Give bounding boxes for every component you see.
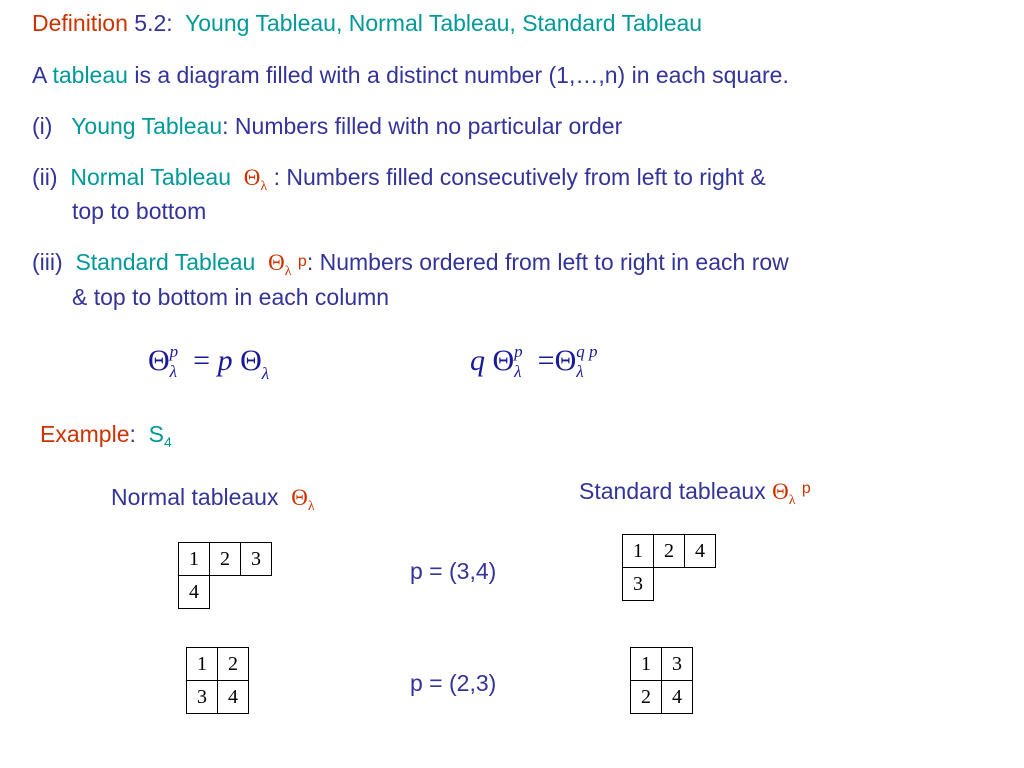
tableau-cell: 2 [654,535,685,568]
item-standard-cont: & top to bottom in each column [72,284,390,310]
normal-tableaux-label: Normal tableaux $\Theta_\lambda$ [111,484,315,514]
tableau-cell: 2 [218,648,249,681]
tableau-cell: 3 [187,681,218,714]
tableau-empty [654,568,685,601]
group-symbol: $S_4$ [148,421,172,450]
tableau-empty [210,576,241,609]
tableau-standard-2 [630,647,693,714]
tableau-empty [685,568,716,601]
tableau-cell: 3 [662,648,693,681]
item-young [32,112,622,140]
item-marker: (ii) [32,164,58,190]
item-term: Young Tableau [71,113,223,139]
formula-left: Θ p λ = p $\Theta_\lambda$ [148,342,270,383]
definition-title: Young Tableau, Normal Tableau, Standard Tableau [185,10,703,36]
superscript-p: p [801,480,811,497]
example-colon: : [129,421,136,447]
intro-text: is a diagram filled with a distinct number (1,…,n) in each square. [134,62,789,88]
tableau-cell: 1 [623,535,654,568]
item-marker: (iii) [32,249,63,275]
tableau-cell: 3 [623,568,654,601]
tableau-empty [241,576,272,609]
formula-right: q Θ p λ =Θ q p λ [470,342,598,382]
item-text: : Numbers filled consecutively from left to right & [273,164,766,190]
item-normal-cont: top to bottom [72,198,207,224]
definition-number: 5.2: [134,10,173,36]
intro-prefix: A [32,62,47,88]
item-marker: (i) [32,113,53,139]
tableau-cell: 1 [187,648,218,681]
superscript-p: p [297,253,307,270]
theta-lambda-symbol: $\Theta_\lambda$ [772,479,796,508]
item-text: : Numbers ordered from left to right in each row [306,249,789,275]
tableau-cell: 3 [241,543,272,576]
tableau-cell: 4 [685,535,716,568]
tableau-cell: 4 [179,576,210,609]
definition-label: Definition [32,10,128,36]
item-text: : Numbers filled with no particular order [222,113,623,139]
tableau-cell: 1 [631,648,662,681]
tableau-cell: 1 [179,543,210,576]
standard-tableaux-label: Standard tableaux $\Theta_\lambda$ $^p$ [579,478,811,508]
tableau-normal-2 [186,647,249,714]
intro-line [32,61,789,89]
tableau-standard-1 [622,534,716,601]
example-label: Example [40,421,130,447]
permutation-label: p = (2,3) [410,670,497,696]
permutation-label: p = (3,4) [410,558,497,584]
tableau-normal-1 [178,542,272,609]
item-standard [32,248,789,286]
tableau-cell: 4 [662,681,693,714]
tableau-cell: 4 [218,681,249,714]
tableau-cell: 2 [210,543,241,576]
theta-lambda-p-symbol: $\Theta_\lambda$ [268,250,292,279]
intro-term: tableau [52,62,128,88]
theta-lambda-symbol: $\Theta_\lambda$ [243,165,268,194]
definition-heading [32,9,702,37]
tableau-cell: 2 [631,681,662,714]
item-term: Normal Tableau [70,164,231,190]
example-line [40,420,172,456]
item-normal [32,163,766,201]
theta-lambda-symbol: $\Theta_\lambda$ [291,485,315,514]
item-term: Standard Tableau [75,249,256,275]
